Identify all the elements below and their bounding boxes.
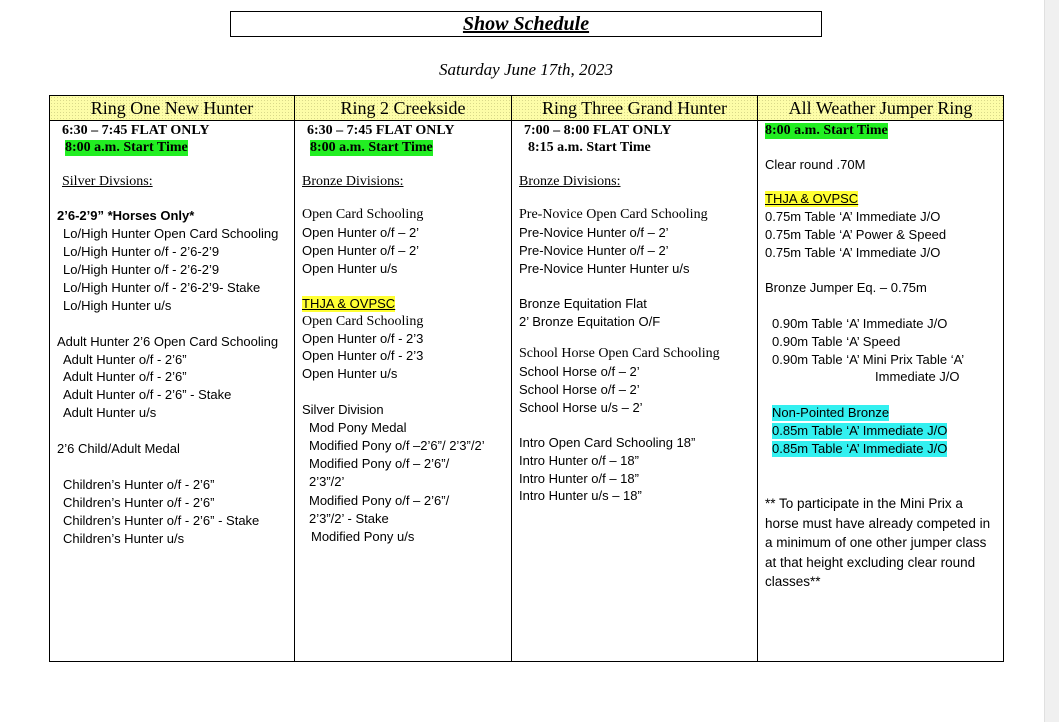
ring-two-column: [295, 96, 512, 661]
class-item: 0.90m Table ‘A’ Speed: [772, 334, 901, 349]
start-time: 8:00 a.m. Start Time: [310, 140, 433, 155]
class-item: Children’s Hunter o/f - 2’6”: [63, 495, 215, 510]
class-item: Pre-Novice Open Card Schooling: [519, 207, 708, 222]
flat-time: 7:00 – 8:00 FLAT ONLY: [524, 123, 672, 138]
class-item: 2’ Bronze Equitation O/F: [519, 314, 661, 329]
ring-one-header: Ring One New Hunter: [50, 96, 294, 121]
class-item: Clear round .70M: [765, 157, 866, 172]
ring-three-column: [512, 96, 758, 661]
flat-time: 6:30 – 7:45 FLAT ONLY: [62, 123, 210, 138]
class-item: Children’s Hunter o/f - 2’6”: [63, 477, 215, 492]
division-heading: Silver Divsions:: [62, 174, 153, 189]
flat-time: 6:30 – 7:45 FLAT ONLY: [307, 123, 455, 138]
class-item: School Horse o/f – 2’: [519, 364, 640, 379]
page-title: Show Schedule: [462, 13, 590, 35]
class-item: Bronze Jumper Eq. – 0.75m: [765, 280, 927, 295]
class-item: Bronze Equitation Flat: [519, 296, 647, 311]
class-item: 0.75m Table ‘A’ Immediate J/O: [765, 245, 941, 260]
class-item: School Horse u/s – 2’: [519, 400, 643, 415]
class-item: 2’3”/2’: [309, 474, 345, 489]
class-item: Lo/High Hunter o/f - 2’6-2’9: [63, 262, 220, 277]
class-item: Lo/High Hunter Open Card Schooling: [63, 226, 279, 241]
class-item: Immediate J/O: [875, 369, 960, 384]
schedule-date: Saturday June 17th, 2023: [438, 60, 614, 79]
class-item: Intro Open Card Schooling 18”: [519, 435, 696, 450]
class-item: Mod Pony Medal: [309, 420, 407, 435]
jumper-ring-column: [758, 96, 1003, 661]
mini-prix-note: ** To participate in the Mini Prix a horse must have already competed in a minimum of one other jumper class at that height excluding clear round classes**: [765, 496, 991, 589]
ring-one-column: [50, 96, 295, 661]
class-item: 0.85m Table ‘A’ Immediate J/O: [772, 423, 948, 438]
class-item: 2’6 Child/Adult Medal: [57, 441, 180, 456]
division-subheading: Silver Division: [302, 402, 384, 417]
jumper-ring-header: All Weather Jumper Ring: [758, 96, 1003, 121]
class-item: Intro Hunter u/s – 18”: [519, 488, 642, 503]
class-item: Open Hunter o/f – 2’: [302, 225, 420, 240]
class-item: 0.75m Table ‘A’ Power & Speed: [765, 227, 947, 242]
class-item: Lo/High Hunter o/f - 2’6-2’9- Stake: [63, 280, 261, 295]
division-heading: Bronze Divisions:: [302, 174, 404, 189]
class-item: Open Hunter o/f - 2’3: [302, 348, 424, 363]
class-item: School Horse o/f – 2’: [519, 382, 640, 397]
class-item: Children’s Hunter u/s: [63, 531, 185, 546]
class-item: Pre-Novice Hunter o/f – 2’: [519, 225, 669, 240]
class-item: Adult Hunter o/f - 2’6”: [63, 352, 187, 367]
class-item: 0.90m Table ‘A’ Mini Prix Table ‘A’: [772, 352, 965, 367]
class-item: Modified Pony o/f –2’6”/ 2’3”/2’: [309, 438, 485, 453]
class-item: School Horse Open Card Schooling: [519, 346, 720, 361]
division-subheading: 2’6-2’9” *Horses Only*: [57, 208, 195, 223]
scrollbar-track[interactable]: [1044, 0, 1059, 722]
start-time: 8:00 a.m. Start Time: [65, 140, 188, 155]
ring-three-header: Ring Three Grand Hunter: [512, 96, 757, 121]
class-item: Open Hunter o/f - 2’3: [302, 331, 424, 346]
class-item: Modified Pony u/s: [311, 529, 415, 544]
class-item: Modified Pony o/f – 2’6”/: [309, 456, 450, 471]
highlight-label: Non-Pointed Bronze: [772, 405, 890, 420]
class-item: Adult Hunter 2’6 Open Card Schooling: [57, 334, 279, 349]
class-item: Open Hunter u/s: [302, 366, 398, 381]
class-item: Intro Hunter o/f – 18”: [519, 471, 639, 486]
class-item: Adult Hunter o/f - 2’6” - Stake: [63, 387, 232, 402]
start-time: 8:00 a.m. Start Time: [765, 123, 888, 138]
class-item: Open Hunter u/s: [302, 261, 398, 276]
class-item: Pre-Novice Hunter Hunter u/s: [519, 261, 690, 276]
class-item: Lo/High Hunter o/f - 2’6-2’9: [63, 244, 220, 259]
class-item: Open Hunter o/f – 2’: [302, 243, 420, 258]
class-item: Pre-Novice Hunter o/f – 2’: [519, 243, 669, 258]
highlight-label: THJA & OVPSC: [302, 296, 396, 311]
start-time: 8:15 a.m. Start Time: [528, 140, 651, 155]
title-box: [230, 11, 822, 37]
class-item: 0.90m Table ‘A’ Immediate J/O: [772, 316, 948, 331]
class-item: 0.85m Table ‘A’ Immediate J/O: [772, 441, 948, 456]
class-item: Lo/High Hunter u/s: [63, 298, 172, 313]
class-item: Open Card Schooling: [302, 207, 424, 222]
division-heading: Bronze Divisions:: [519, 174, 621, 189]
class-item: Intro Hunter o/f – 18”: [519, 453, 639, 468]
class-item: Modified Pony o/f – 2’6”/: [309, 493, 450, 508]
class-item: Adult Hunter u/s: [63, 405, 157, 420]
class-item: Adult Hunter o/f - 2’6”: [63, 369, 187, 384]
ring-two-header: Ring 2 Creekside: [295, 96, 511, 121]
class-item: 2’3”/2’ - Stake: [309, 511, 389, 526]
class-item: Children’s Hunter o/f - 2’6” - Stake: [63, 513, 260, 528]
schedule-table: [49, 95, 1004, 662]
class-item: 0.75m Table ‘A’ Immediate J/O: [765, 209, 941, 224]
highlight-label: THJA & OVPSC: [765, 191, 859, 206]
class-item: Open Card Schooling: [302, 314, 424, 329]
